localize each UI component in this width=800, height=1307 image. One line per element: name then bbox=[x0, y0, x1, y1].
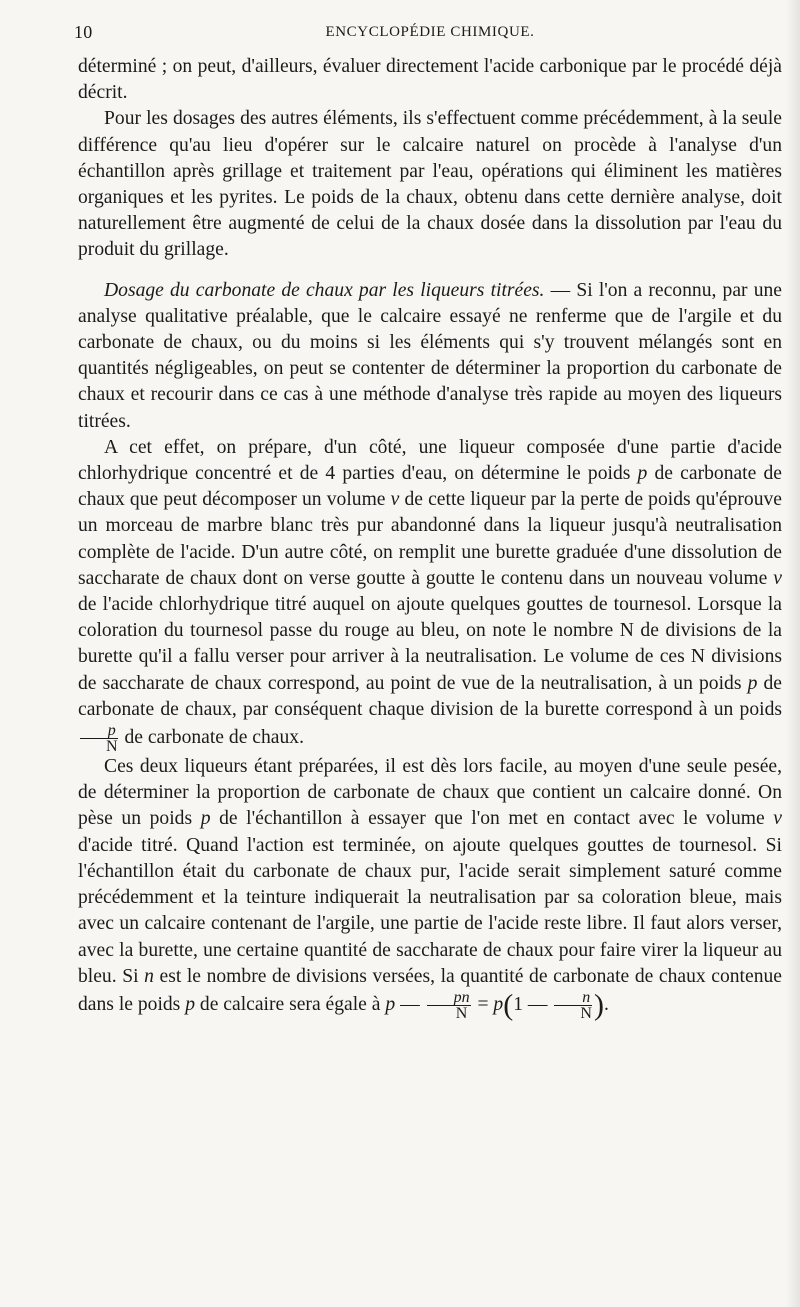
formula-one-minus: 1 — bbox=[513, 993, 553, 1015]
text-run: de l'échantillon à essayer que l'on met en contact avec le volume bbox=[210, 808, 774, 830]
right-paren: ) bbox=[593, 988, 604, 1022]
text-run: de carbonate de chaux que peut décomposer un volume bbox=[78, 463, 782, 511]
left-paren: ( bbox=[503, 988, 514, 1022]
paragraph-dosage-title bbox=[78, 278, 782, 435]
document-page bbox=[74, 18, 783, 1022]
fraction-numerator: n bbox=[554, 990, 592, 1006]
fraction-denominator: N bbox=[455, 1004, 468, 1022]
fraction-pn-over-N bbox=[427, 990, 471, 1021]
section-title: Dosage du carbonate de chaux par les liqueurs titrées. bbox=[104, 279, 545, 301]
page-edge-shadow bbox=[786, 0, 800, 1307]
text-run: est le nombre de divisions versées, la quantité de carbonate de chaux contenue dans le poids bbox=[78, 965, 782, 1015]
paragraph-continuation: déterminé ; on peut, d'ailleurs, évaluer directement l'acide carbonique par le procédé déjà décrit. bbox=[78, 56, 782, 104]
fraction-denominator: N bbox=[580, 1004, 592, 1022]
formula bbox=[385, 988, 604, 1022]
fraction-p-over-N bbox=[80, 723, 118, 754]
page-header bbox=[74, 18, 782, 48]
page-number: 10 bbox=[74, 22, 93, 42]
text-run: de carbonate de chaux. bbox=[119, 727, 304, 749]
text-run: A cet effet, on prépare, d'un côté, une liqueur composée d'une partie d'acide chlorhydrique concentré et de 4 parties d'eau, on détermine le poids bbox=[78, 436, 782, 485]
body-text bbox=[78, 54, 782, 1021]
fraction-numerator: p bbox=[80, 723, 118, 739]
var-p: p bbox=[637, 463, 648, 485]
var-n: n bbox=[144, 965, 154, 987]
paragraph-dosages: Pour les dosages des autres éléments, ils s'effectuent comme précédemment, à la seule différence qu'au lieu d'opérer sur le calcaire naturel on procède à l'analyse d'un échantillon après grillage et traitement par l'eau, opérations qui éliminent les matières organiques et les pyrites. Le poids de la chaux, obtenu dans cette dernière analyse, doit naturellement être augmenté de celui de la chaux dosée dans la dissolution par l'eau du produit du grillage. bbox=[78, 108, 782, 261]
text-run: d'acide titré. Quand l'action est terminée, on ajoute quelques gouttes de tournesol. Si l'échantillon était du carbonate de chaux pur, l'acide serait simplement saturé comme précédemment et la teinture indiquerait la neutralisation par sa coloration bleue, mais avec un calcaire contenant de l'argile, une partie de l'acide reste libre. Il faut alors verser, avec la burette, une certaine quantité de saccharate de chaux pour faire virer la liqueur au bleu. Si bbox=[78, 834, 782, 987]
section-text: — Si l'on a reconnu, par une analyse qualitative préalable, que le calcaire essayé ne renferme que de l'argile et du carbonate de chaux, ou du moins si les éléments qui s'y trouvent mélangés sont en quantités négligeables, on peut se contenter de déterminer la proportion du carbonate de chaux et recourir dans ce cas à une méthode d'analyse très rapide au moyen des liqueurs titrées. bbox=[78, 279, 782, 432]
text-run: de cette liqueur par la perte de poids qu'éprouve un morceau de marbre blanc très pur abandonné dans la liqueur jusqu'à neutralisation complète de l'acide. D'un autre côté, on remplit une burette graduée d'une dissolution de saccharate de chaux dont on verse goutte à goutte le contenu dans un nouveau volume bbox=[78, 489, 783, 589]
formula-equals: = bbox=[472, 993, 494, 1015]
paragraph-measurement bbox=[78, 754, 782, 1021]
formula-p: p bbox=[385, 993, 396, 1015]
var-p: p bbox=[200, 808, 211, 830]
text-run: de calcaire sera égale à bbox=[195, 993, 386, 1015]
formula-minus: — bbox=[395, 993, 425, 1015]
paragraph-preparation bbox=[78, 435, 782, 754]
var-v: v bbox=[773, 567, 782, 589]
text-run: Ces deux liqueurs étant préparées, il est dès lors facile, au moyen d'une seule pesée, de déterminer la proportion de carbonate de chaux que contient un calcaire donné. On pèse un poids bbox=[78, 756, 782, 830]
var-v: v bbox=[773, 808, 782, 830]
var-p: p bbox=[185, 993, 196, 1015]
running-title: ENCYCLOPÉDIE CHIMIQUE. bbox=[325, 24, 535, 40]
fraction-denominator: N bbox=[106, 738, 118, 756]
var-v: v bbox=[390, 489, 400, 511]
var-p: p bbox=[747, 672, 758, 694]
text-run: . bbox=[603, 993, 609, 1015]
formula-p: p bbox=[493, 993, 504, 1015]
fraction-n-over-N bbox=[554, 990, 592, 1021]
text-run: de l'acide chlorhydrique titré auquel on ajoute quelques gouttes de tournesol. Lorsque la coloration du tournesol passe du rouge au bleu, on note le nombre N de divisions de la burette qu'il a fallu verser pour arriver à la neutralisation. Le volume de ces N divisions de saccharate de chaux correspond, au point de vue de la neutralisation, à un poids bbox=[78, 594, 782, 694]
text-run: de carbonate de chaux, par conséquent chaque division de la burette correspond à un poids bbox=[78, 672, 782, 720]
fraction-numerator: pn bbox=[427, 990, 471, 1006]
